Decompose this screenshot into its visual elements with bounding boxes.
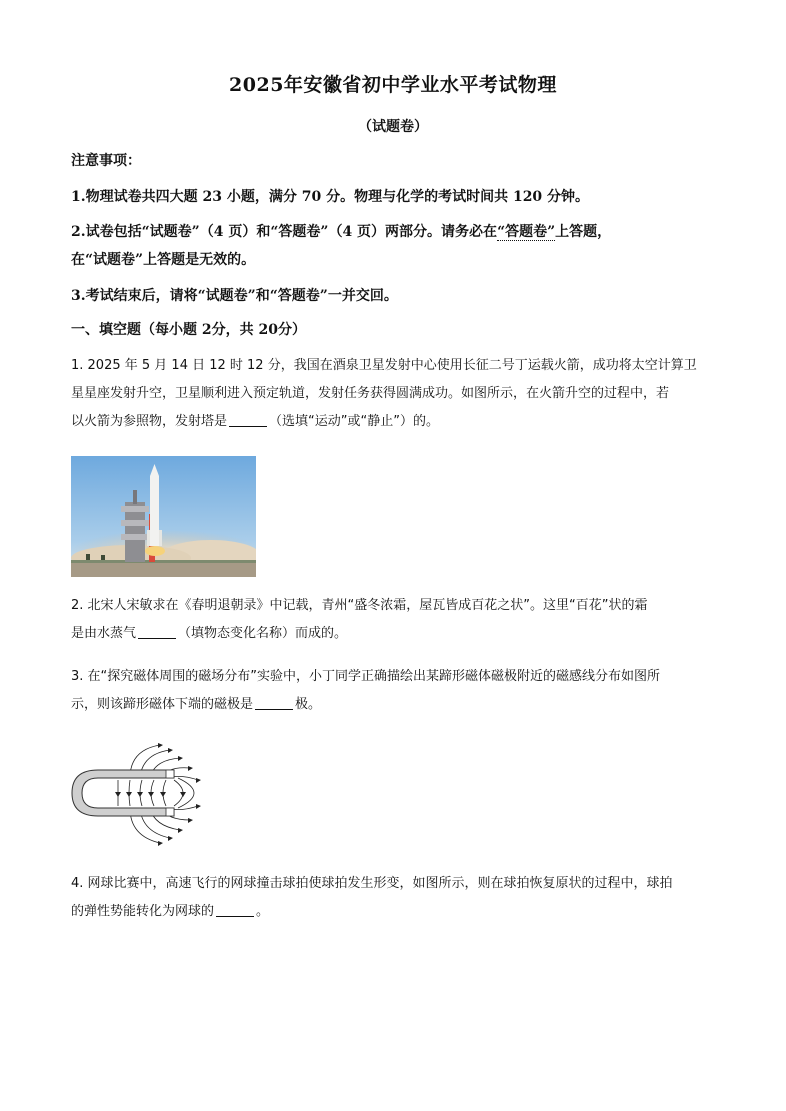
section-heading: 一、填空题（每小题 2分，共 20分）: [71, 322, 306, 338]
notes-item-1: 1.物理试卷共四大题 23 小题，满分 70 分。物理与化学的考试时间共 120 分钟。: [71, 189, 590, 205]
question-3: 3. 在“探究磁体周围的磁场分布”实验中，小丁同学正确描绘出某蹄形磁体磁极附近的磁感线分布如图所 示，则该蹄形磁体下端的磁极是 极。: [71, 669, 661, 712]
notes-item-2: 2.试卷包括“试题卷”（4 页）和“答题卷”（4 页）两部分。请务必在“答题卷”上答题，: [71, 224, 612, 240]
answer-blank-3[interactable]: [255, 695, 293, 710]
answer-blank-4[interactable]: [216, 902, 254, 917]
page-title: 2025年安徽省初中学业水平考试物理: [229, 74, 557, 96]
horseshoe-magnet-diagram: [70, 740, 210, 848]
question-2: 2. 北宋人宋敏求在《春明退朝录》中记载，青州“盛冬浓霜，屋瓦皆成百花之状”。这里“百花”状的霜 是由水蒸气 （填物态变化名称）而成的。: [71, 598, 648, 641]
answer-blank-1[interactable]: [229, 412, 267, 427]
emphasis-answer-sheet: “答题卷”: [497, 224, 556, 240]
notes-heading: 注意事项：: [71, 153, 141, 169]
notes-item-2-line2: 在“试题卷”上答题是无效的。: [71, 252, 256, 268]
page-subtitle: （试题卷）: [358, 119, 428, 135]
notes-item-3: 3.考试结束后，请将“试题卷”和“答题卷”一并交回。: [71, 288, 398, 304]
question-1: 1. 2025 年 5 月 14 日 12 时 12 分，我国在酒泉卫星发射中心使用长征二号丁运载火箭，成功将太空计算卫 星星座发射升空，卫星顺利进入预定轨道，发射任务获得圆满成功。如图所示，在火箭升空的过程中，若 以火箭为参照物，发射塔是 （选填“运动”或“静止”）的。: [71, 358, 697, 429]
question-4: 4. 网球比赛中，高速飞行的网球撞击球拍使球拍发生形变，如图所示，则在球拍恢复原状的过程中，球拍 的弹性势能转化为网球的 。: [71, 876, 673, 919]
rocket-launch-photo: [71, 456, 256, 577]
answer-blank-2[interactable]: [138, 624, 176, 639]
